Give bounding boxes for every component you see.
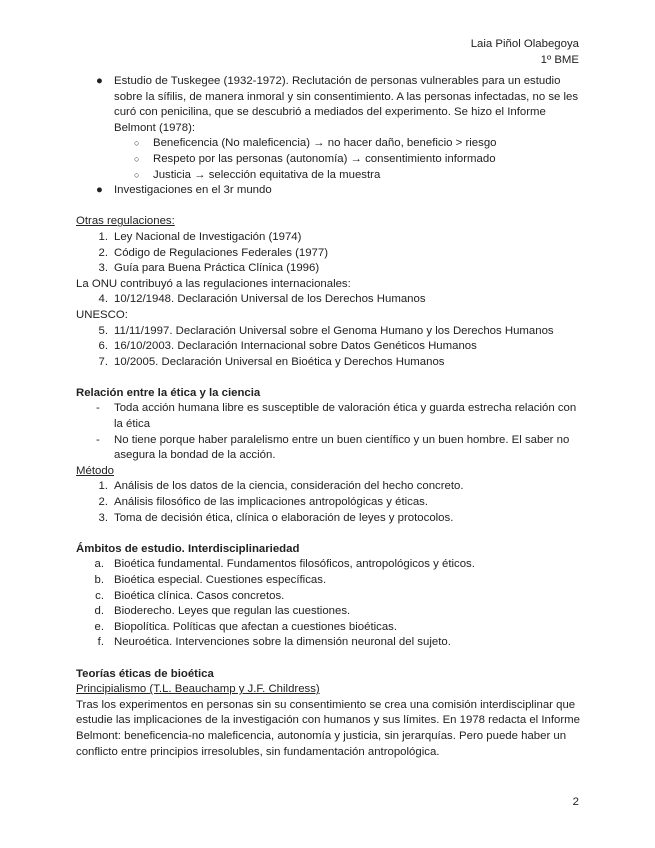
spacer — [76, 651, 580, 667]
item-letter: d. — [94, 605, 104, 618]
lettered-item — [76, 573, 580, 589]
numbered-item — [76, 324, 580, 340]
numbered-item — [76, 292, 580, 308]
item-letter: a. — [94, 558, 104, 571]
sub-bullet-item — [76, 152, 580, 168]
page-number: 2 — [572, 796, 579, 808]
item-number: 5. — [98, 324, 108, 337]
author-name: Laia Piñol Olabegoya — [470, 38, 579, 50]
sub-bullet-item — [76, 136, 580, 152]
numbered-item — [76, 339, 580, 355]
item-number: 3. — [98, 511, 108, 524]
spacer — [76, 526, 580, 542]
spacer — [76, 370, 580, 386]
bullet-text: Investigaciones en el 3r mundo — [114, 184, 272, 197]
sub-bullet-text: Justicia → selección equitativa de la muestra — [153, 168, 381, 181]
section-subheading: Otras regulaciones: — [76, 215, 175, 228]
lettered-item — [76, 620, 580, 636]
lettered-item — [76, 604, 580, 620]
item-letter: c. — [95, 589, 104, 602]
item-text: Código de Regulaciones Federales (1977) — [114, 246, 329, 259]
item-text: 10/2005. Declaración Universal en Bioética y Derechos Humanos — [114, 355, 445, 368]
lettered-item — [76, 635, 580, 651]
sub-bullet-item — [76, 168, 580, 184]
item-text: Bioética fundamental. Fundamentos filosóficos, antropológicos y éticos. — [114, 558, 475, 571]
section-heading: Ámbitos de estudio. Interdisciplinariedad — [76, 542, 300, 555]
item-number: 2. — [98, 496, 108, 509]
item-text: 11/11/1997. Declaración Universal sobre el Genoma Humano y los Derechos Humanos — [114, 324, 554, 337]
numbered-item — [76, 355, 580, 371]
paragraph-principialismo: Tras los experimentos en personas sin su consentimiento se crea una comisión interdisciplinar que estudie las implicaciones de la investigación con humanos y sus límites. En 1978 redacta el Informe Belmont: beneficencia-no maleficencia, autonomía y justicia, sin jerarquías. Pero puede haber un conflicto entre principios irresolubles, sin fundamentación antropológica. — [76, 698, 580, 758]
lettered-item — [76, 557, 580, 573]
item-text: 16/10/2003. Declaración Internacional sobre Datos Genéticos Humanos — [114, 340, 477, 353]
item-text: Análisis filosófico de las implicaciones antropológicas y éticas. — [114, 496, 429, 509]
dash-text: Toda acción humana libre es susceptible de valoración ética y guarda estrecha relación con la ética — [114, 402, 577, 431]
item-text: Guía para Buena Práctica Clínica (1996) — [114, 262, 320, 275]
item-number: 4. — [98, 293, 108, 306]
dash-marker: - — [96, 402, 100, 415]
item-letter: b. — [94, 574, 104, 586]
item-letter: f. — [97, 636, 104, 649]
item-text: Bioderecho. Leyes que regulan las cuestiones. — [114, 605, 351, 618]
item-text: Análisis de los datos de la ciencia, consideración del hecho concreto. — [114, 480, 464, 493]
paragraph-unesco: UNESCO: — [76, 308, 128, 321]
dash-marker: - — [96, 433, 100, 446]
item-text: Bioética clínica. Casos concretos. — [114, 589, 285, 602]
paragraph-onu: La ONU contribuyó a las regulaciones internacionales: — [76, 277, 351, 290]
sub-bullet-text: Beneficencia (No maleficencia) → no hacer daño, beneficio > riesgo — [153, 137, 497, 150]
dash-item — [76, 433, 580, 464]
item-number: 7. — [98, 355, 108, 368]
numbered-item — [76, 511, 580, 527]
bullet-item-tuskegee — [76, 74, 580, 136]
item-text: 10/12/1948. Declaración Universal de los Derechos Humanos — [114, 293, 426, 306]
numbered-item — [76, 246, 580, 262]
course-label: 1º BME — [540, 54, 579, 66]
section-subheading: Método — [76, 464, 114, 477]
section-subheading: Principialismo (T.L. Beauchamp y J.F. Childress) — [76, 683, 320, 696]
bullet-text: Estudio de Tuskegee (1932-1972). Reclutación de personas vulnerables para un estudio sobre la sífilis, de manera inmoral y sin consentimiento. A las personas infectadas, no se les curó con penicilina, que se descubrió a mediados del experimento. Se hizo el Informe Belmont (1978): — [114, 75, 579, 134]
circle-bullet-icon: ○ — [134, 138, 140, 149]
bullet-icon: ● — [96, 184, 103, 197]
dash-item — [76, 401, 580, 432]
numbered-item — [76, 495, 580, 511]
section-heading: Teorías éticas de bioética — [76, 667, 214, 680]
numbered-item — [76, 479, 580, 495]
item-number: 6. — [98, 340, 108, 353]
sub-bullet-text: Respeto por las personas (autonomía) → consentimiento informado — [153, 152, 496, 165]
bullet-icon: ● — [96, 75, 103, 87]
item-number: 1. — [98, 480, 108, 493]
bullet-item-investigaciones — [76, 183, 580, 199]
circle-bullet-icon: ○ — [134, 169, 140, 180]
item-text: Neuroética. Intervenciones sobre la dimensión neuronal del sujeto. — [114, 636, 451, 649]
page-header — [471, 36, 579, 68]
item-text: Toma de decisión ética, clínica o elaboración de leyes y protocolos. — [114, 511, 454, 524]
item-letter: e. — [94, 620, 104, 633]
numbered-item — [76, 230, 580, 246]
document-body — [76, 74, 580, 760]
spacer — [76, 199, 580, 215]
item-text: Bioética especial. Cuestiones específicas. — [114, 574, 327, 586]
circle-bullet-icon: ○ — [134, 153, 140, 164]
item-number: 3. — [98, 262, 108, 275]
lettered-item — [76, 589, 580, 605]
section-heading: Relación entre la ética y la ciencia — [76, 386, 261, 399]
item-number: 1. — [98, 230, 108, 243]
dash-text: No tiene porque haber paralelismo entre un buen científico y un buen hombre. El saber no asegura la bondad de la acción. — [114, 433, 570, 462]
numbered-item — [76, 261, 580, 277]
item-text: Biopolítica. Políticas que afectan a cuestiones bioéticas. — [114, 620, 398, 633]
item-number: 2. — [98, 246, 108, 259]
item-text: Ley Nacional de Investigación (1974) — [114, 230, 302, 243]
